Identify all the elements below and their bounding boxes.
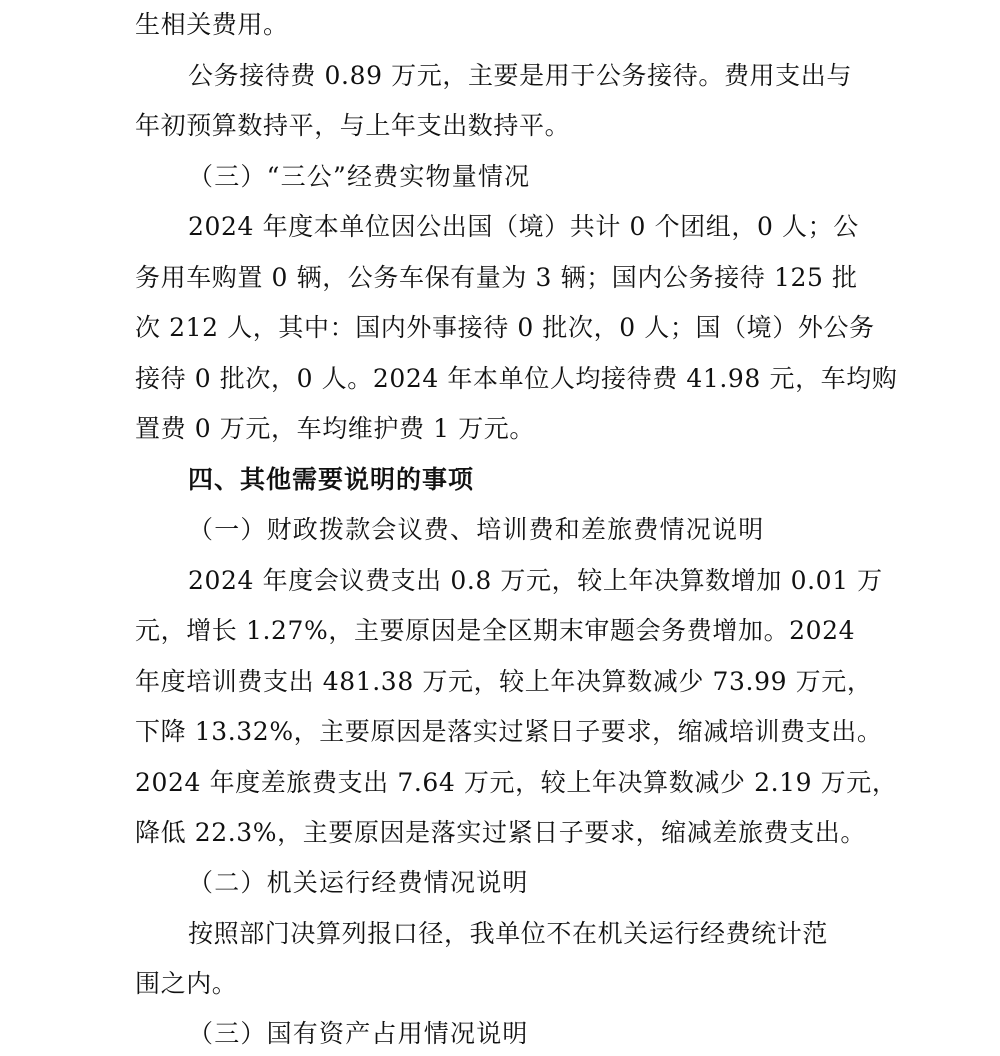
- section-subheading: （一）财政拨款会议费、培训费和差旅费情况说明: [188, 515, 765, 544]
- paragraph-line: 2024 年度本单位因公出国（境）共计 0 个团组，0 人；公: [188, 212, 859, 241]
- paragraph-line: 下降 13.32%，主要原因是落实过紧日子要求，缩减培训费支出。: [135, 717, 883, 746]
- paragraph-line: 2024 年度会议费支出 0.8 万元，较上年决算数增加 0.01 万: [188, 566, 883, 595]
- paragraph-line: 年度培训费支出 481.38 万元，较上年决算数减少 73.99 万元，: [135, 667, 873, 696]
- paragraph-line: 接待 0 批次，0 人。2024 年本单位人均接待费 41.98 元，车均购: [135, 364, 898, 393]
- paragraph-line: 置费 0 万元，车均维护费 1 万元。: [135, 414, 535, 443]
- paragraph-line: 年初预算数持平，与上年支出数持平。: [135, 111, 571, 140]
- section-subheading: （三）“三公”经费实物量情况: [188, 162, 531, 191]
- section-subheading: （二）机关运行经费情况说明: [188, 868, 529, 897]
- paragraph-line: 次 212 人，其中：国内外事接待 0 批次，0 人；国（境）外公务: [135, 313, 875, 342]
- paragraph-line: 生相关费用。: [135, 10, 289, 39]
- paragraph-line: 降低 22.3%，主要原因是落实过紧日子要求，缩减差旅费支出。: [135, 818, 866, 847]
- section-heading: 四、其他需要说明的事项: [188, 465, 475, 494]
- paragraph-line: 按照部门决算列报口径，我单位不在机关运行经费统计范: [188, 919, 829, 948]
- paragraph-line: 务用车购置 0 辆，公务车保有量为 3 辆；国内公务接待 125 批: [135, 263, 858, 292]
- section-subheading: （三）国有资产占用情况说明: [188, 1019, 529, 1048]
- paragraph-line: 围之内。: [135, 969, 238, 998]
- paragraph-line: 公务接待费 0.89 万元，主要是用于公务接待。费用支出与: [188, 61, 852, 90]
- paragraph-line: 2024 年度差旅费支出 7.64 万元，较上年决算数减少 2.19 万元，: [135, 768, 898, 797]
- paragraph-line: 元，增长 1.27%，主要原因是全区期末审题会务费增加。2024: [135, 616, 856, 645]
